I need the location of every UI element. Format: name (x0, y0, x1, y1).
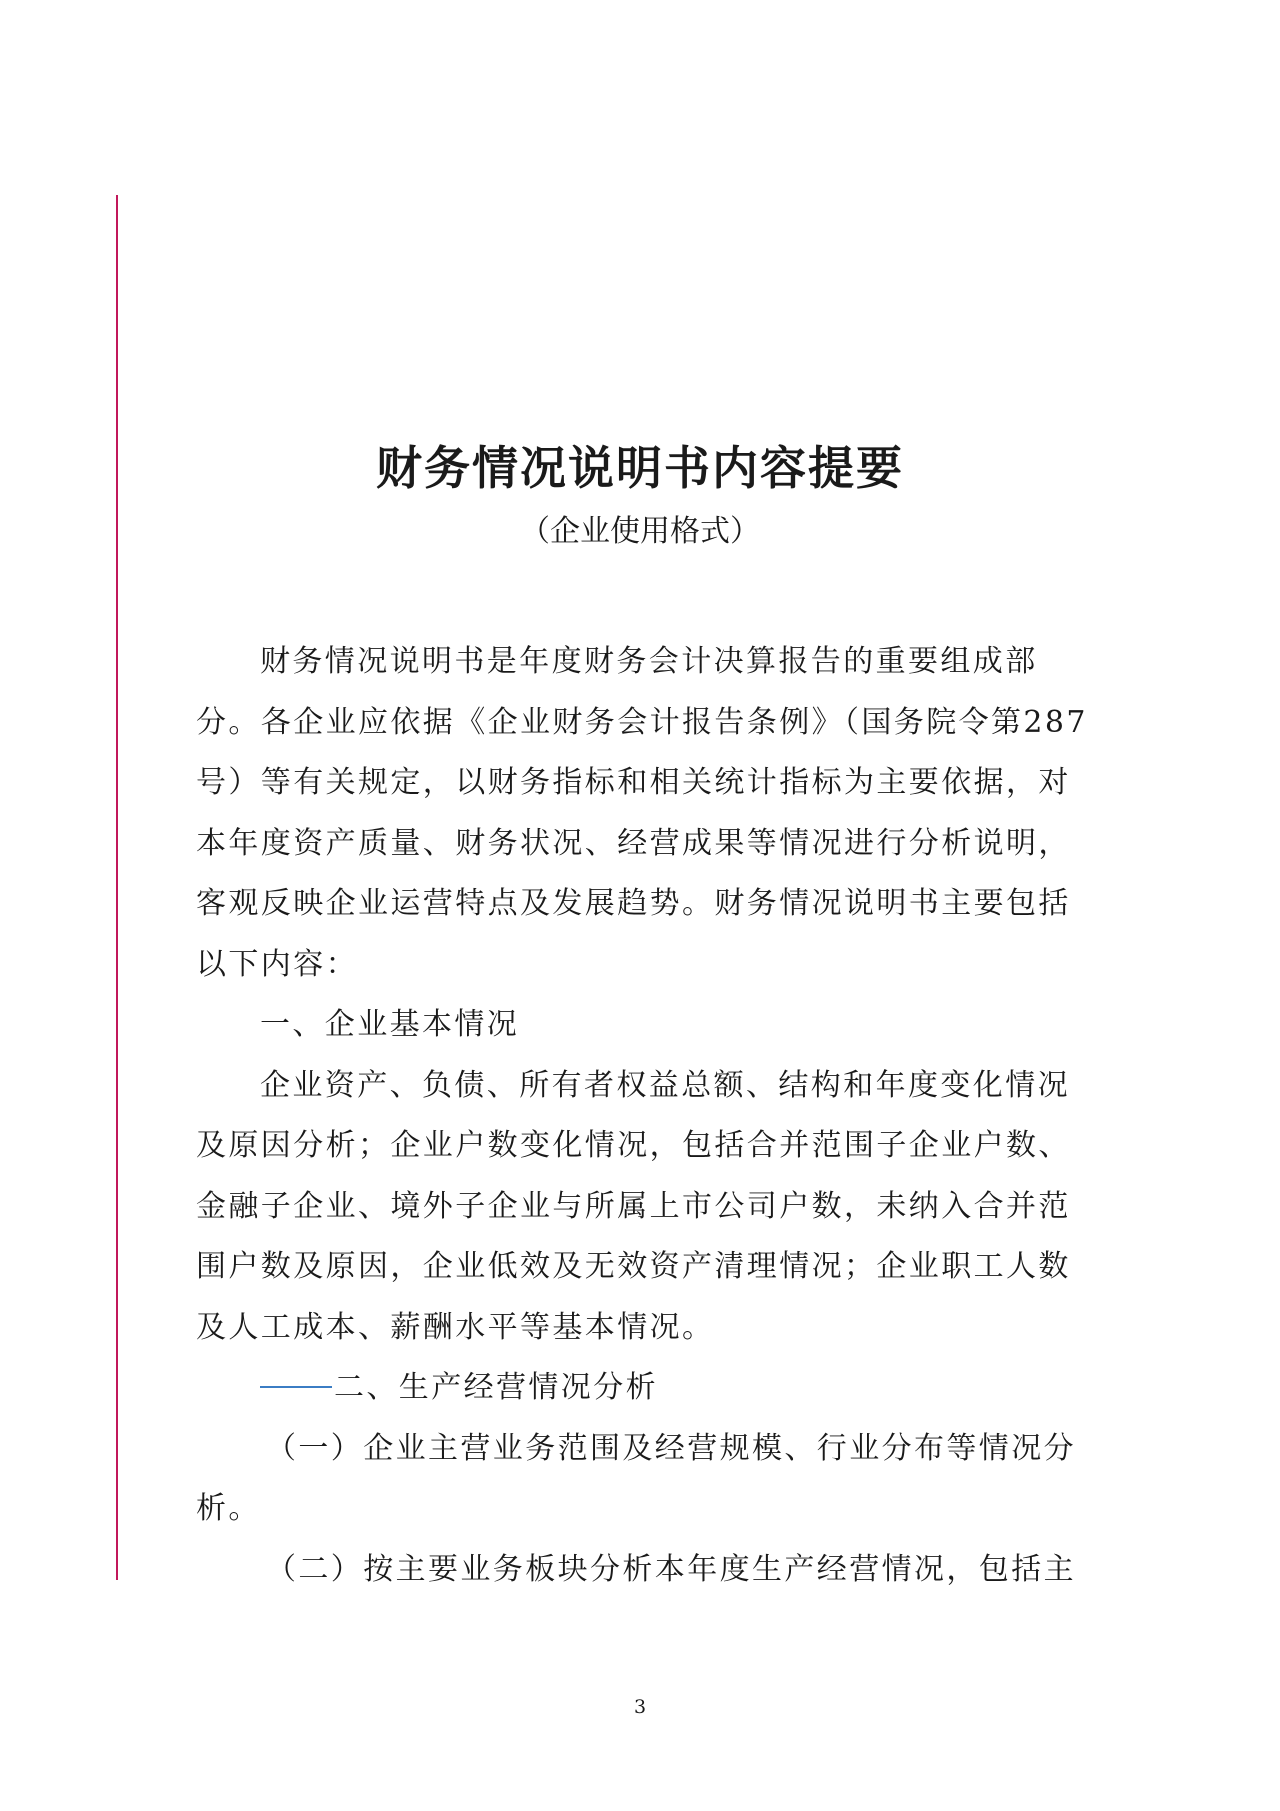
binding-margin-line (116, 195, 118, 1580)
document-body (196, 632, 1096, 1600)
intro-paragraph: 财务情况说明书是年度财务会计决算报告的重要组成部分。各企业应依据《企业财务会计报告条例》（国务院令第287号）等有关规定，以财务指标和相关统计指标为主要依据，对本年度资产质量、财务状况、经营成果等情况进行分析说明，客观反映企业运营特点及发展趋势。财务情况说明书主要包括以下内容： (196, 644, 1088, 982)
dash-mark (260, 1386, 332, 1388)
section-2-item-2: （二）按主要业务板块分析本年度生产经营情况，包括主 (266, 1551, 1076, 1587)
section-2-item-1: （一）企业主营业务范围及经营规模、行业分布等情况分析。 (196, 1430, 1076, 1526)
section-1-body: 企业资产、负债、所有者权益总额、结构和年度变化情况及原因分析；企业户数变化情况，包括合并范围子企业户数、金融子企业、境外子企业与所属上市公司户数，未纳入合并范围户数及原因，企业低效及无效资产清理情况；企业职工人数及人工成本、薪酬水平等基本情况。 (196, 1067, 1071, 1345)
document-title: 财务情况说明书内容提要 (376, 441, 904, 495)
section-2-heading-line (196, 1358, 1096, 1419)
page-number: 3 (633, 1696, 647, 1718)
document-subtitle: （企业使用格式） (520, 514, 760, 549)
section-2-heading: 二、生产经营情况分析 (334, 1370, 658, 1405)
section-1-heading: 一、企业基本情况 (260, 1007, 520, 1042)
